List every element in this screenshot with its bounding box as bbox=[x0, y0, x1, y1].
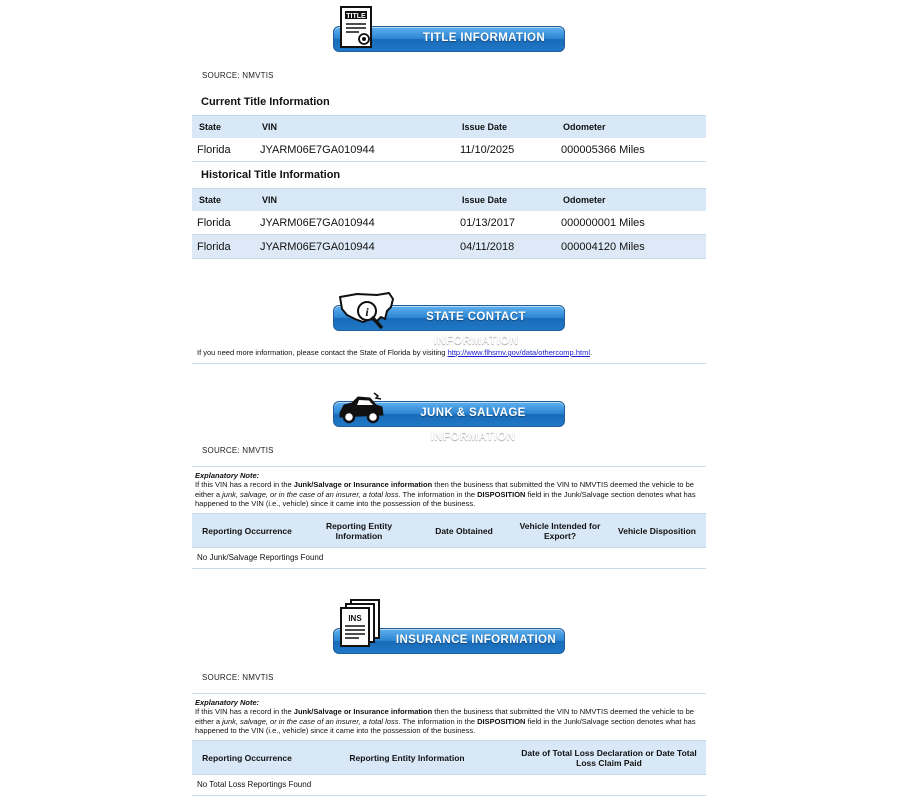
junk-source: SOURCE: NMVTIS bbox=[202, 446, 274, 455]
insurance-explanatory-note bbox=[195, 698, 700, 736]
column-header: Date of Total Loss Declaration or Date Total Loss Claim Paid bbox=[521, 747, 697, 768]
banner-label: TITLE INFORMATION bbox=[422, 32, 546, 44]
note-text: then the business that submitted the VIN to NMVTIS deemed the vehicle to be either a bbox=[195, 480, 694, 499]
note-italic: junk, salvage, or in the case of an insurer, a total loss bbox=[222, 716, 399, 726]
column-header: Vehicle Disposition bbox=[618, 525, 696, 536]
note-text: . The information in the bbox=[398, 489, 478, 499]
table-row bbox=[192, 211, 706, 235]
insurance-source: SOURCE: NMVTIS bbox=[202, 673, 274, 682]
column-header: Reporting Occurrence bbox=[202, 525, 292, 536]
current-title-heading: Current Title Information bbox=[201, 96, 330, 108]
column-header: Odometer bbox=[556, 116, 706, 139]
divider bbox=[192, 795, 706, 796]
cell-odometer: 000000001 Miles bbox=[556, 211, 706, 235]
svg-text:i: i bbox=[365, 305, 369, 319]
historical-title-heading: Historical Title Information bbox=[201, 169, 341, 181]
divider bbox=[192, 363, 706, 364]
historical-title-table bbox=[192, 188, 706, 259]
junk-explanatory-note bbox=[195, 471, 700, 509]
note-text: If this VIN has a record in the bbox=[195, 480, 294, 490]
note-text: field in the Junk/Salvage section denotes what has happened to the VIN (i.e., vehicle) since it came into the possession of the business. bbox=[195, 716, 696, 736]
column-header: Reporting Occurrence bbox=[202, 752, 292, 763]
contact-text-end: . bbox=[589, 348, 593, 357]
note-bold: Junk/Salvage or Insurance information bbox=[293, 480, 433, 490]
table-header-row bbox=[192, 116, 706, 139]
state-contact-text bbox=[197, 348, 592, 357]
note-bold: DISPOSITION bbox=[477, 489, 526, 499]
column-header: VIN bbox=[255, 189, 455, 212]
column-header: Date Obtained bbox=[435, 525, 493, 536]
cell-vin: JYARM06E7GA010944 bbox=[255, 138, 455, 162]
state-contact-link[interactable]: http://www.flhsmv.gov/data/othercomp.html bbox=[447, 348, 590, 357]
divider bbox=[192, 466, 706, 467]
insurance-table-header bbox=[192, 740, 706, 775]
column-header: State bbox=[192, 189, 255, 212]
state-contact-banner bbox=[333, 305, 565, 347]
current-title-table bbox=[192, 115, 706, 162]
svg-text:INS: INS bbox=[348, 614, 362, 623]
note-bold: DISPOSITION bbox=[477, 716, 526, 726]
junk-salvage-banner bbox=[333, 401, 565, 443]
column-header: Issue Date bbox=[455, 116, 556, 139]
table-row bbox=[192, 138, 706, 162]
column-header: Reporting Entity Information bbox=[325, 520, 393, 541]
note-title: Explanatory Note: bbox=[195, 698, 260, 707]
column-header: Issue Date bbox=[455, 189, 556, 212]
table-row bbox=[192, 235, 706, 259]
note-text: . The information in the bbox=[398, 716, 478, 726]
cell-state: Florida bbox=[192, 235, 255, 259]
junk-table-header bbox=[192, 513, 706, 548]
note-text: If this VIN has a record in the bbox=[195, 707, 294, 717]
cell-odometer: 000004120 Miles bbox=[556, 235, 706, 259]
current-title-table-wrap bbox=[192, 115, 706, 162]
title-information-banner bbox=[333, 13, 565, 52]
divider bbox=[192, 568, 706, 569]
historical-title-table-wrap bbox=[192, 188, 706, 259]
note-text: then the business that submitted the VIN to NMVTIS deemed the vehicle to be either a bbox=[195, 707, 694, 726]
cell-issue-date: 01/13/2017 bbox=[455, 211, 556, 235]
banner-label: STATE CONTACT INFORMATION bbox=[426, 311, 526, 347]
column-header: State bbox=[192, 116, 255, 139]
cell-state: Florida bbox=[192, 138, 255, 162]
title-source: SOURCE: NMVTIS bbox=[202, 71, 274, 80]
wrecked-car-icon bbox=[336, 391, 386, 425]
insurance-documents-icon bbox=[337, 598, 385, 654]
banner-label: JUNK & SALVAGE INFORMATION bbox=[420, 407, 526, 443]
column-header: Reporting Entity Information bbox=[349, 752, 465, 763]
note-bold: Junk/Salvage or Insurance information bbox=[293, 707, 433, 717]
junk-empty-message: No Junk/Salvage Reportings Found bbox=[197, 553, 324, 562]
column-header: Odometer bbox=[556, 189, 706, 212]
insurance-empty-message: No Total Loss Reportings Found bbox=[197, 780, 312, 789]
cell-issue-date: 11/10/2025 bbox=[455, 138, 556, 162]
insurance-banner bbox=[333, 614, 565, 654]
divider bbox=[192, 693, 706, 694]
cell-vin: JYARM06E7GA010944 bbox=[255, 235, 455, 259]
note-title: Explanatory Note: bbox=[195, 471, 260, 480]
cell-odometer: 000005366 Miles bbox=[556, 138, 706, 162]
us-map-info-icon bbox=[337, 289, 397, 331]
cell-state: Florida bbox=[192, 211, 255, 235]
title-document-icon bbox=[339, 5, 379, 51]
table-header-row bbox=[192, 189, 706, 212]
note-italic: junk, salvage, or in the case of an insurer, a total loss bbox=[222, 489, 399, 499]
contact-text: If you need more information, please contact the State of Florida by visiting bbox=[197, 348, 448, 357]
note-text: field in the Junk/Salvage section denotes what has happened to the VIN (i.e., vehicle) since it came into the possession of the business. bbox=[195, 489, 696, 509]
svg-text:TITLE: TITLE bbox=[346, 13, 366, 20]
cell-vin: JYARM06E7GA010944 bbox=[255, 211, 455, 235]
banner-label: INSURANCE INFORMATION bbox=[395, 634, 557, 646]
cell-issue-date: 04/11/2018 bbox=[455, 235, 556, 259]
column-header: Vehicle Intended for Export? bbox=[519, 520, 601, 541]
column-header: VIN bbox=[255, 116, 455, 139]
